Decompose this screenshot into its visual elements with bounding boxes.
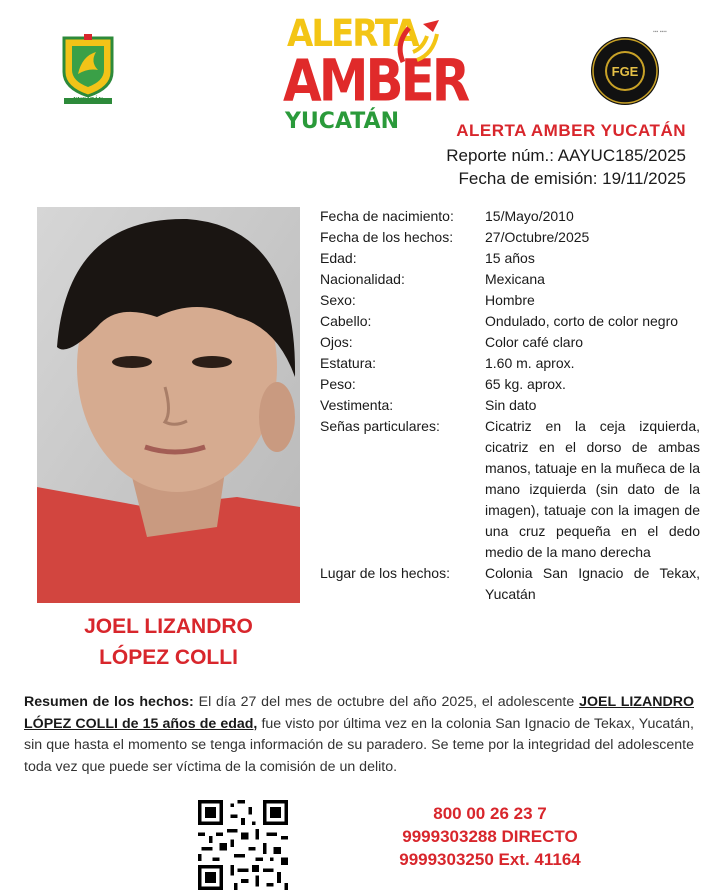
summary-text-after: fue visto por última vez en la colonia San Ignacio de Tekax, Yucatán, sin que hasta el momento se tenga información de su paradero. Se teme por la integridad del adolescente toda vez que puede ser víctima de la comisión de un delito. [24,715,694,775]
qr-code[interactable] [198,800,288,890]
alerta-amber-logo [283,12,468,134]
detail-value: 27/Octubre/2025 [485,229,590,245]
summary-name-age: JOEL LIZANDRO LÓPEZ COLLI de 15 años de edad, [24,694,694,732]
summary-paragraph [24,692,694,778]
detail-label: Lugar de los hechos: [320,565,450,581]
amber-logo-alerta: ALERTA [287,12,418,56]
phone-extension[interactable]: 9999303250 Ext. 41164 [399,850,581,869]
detail-row [320,248,700,269]
detail-label: Edad: [320,250,357,266]
amber-logo-amber: AMBER [283,47,468,115]
detail-row [320,227,700,248]
person-name-first: JOEL LIZANDRO [84,615,253,638]
detail-label: Fecha de nacimiento: [320,208,454,224]
detail-value: Sin dato [485,397,537,413]
detail-row [320,563,700,605]
yucatan-government-logo [58,34,118,106]
gov-logo-text: YUCATÁN [73,97,103,103]
detail-row [320,416,700,563]
phone-tollfree[interactable]: 800 00 26 23 7 [433,804,547,823]
detail-row [320,269,700,290]
person-name-last: LÓPEZ COLLI [99,646,238,669]
fge-text: FGE [611,64,639,79]
detail-value: Mexicana [485,271,545,287]
detail-row [320,311,700,332]
detail-row [320,395,700,416]
detail-value: 15 años [485,250,535,266]
detail-value: 1.60 m. aprox. [485,355,575,371]
detail-value: Cicatriz en la ceja izquierda, cicatriz en el dorso de ambas manos, tatuaje en la muñeca de la mano izquierda (sin dato de la imagen), tatuaje con la imagen de una cruz pequeña en el dedo medio de la mano derecha [485,418,700,560]
detail-label: Ojos: [320,334,353,350]
details-table [320,206,700,605]
tiny-mark: ▪▪▪ ▪▪▪▪ [653,29,667,35]
detail-row [320,206,700,227]
detail-label: Nacionalidad: [320,271,405,287]
detail-row [320,290,700,311]
fge-logo [590,36,660,106]
detail-value: 15/Mayo/2010 [485,208,574,224]
signal-waves-icon [393,18,441,66]
detail-value: Ondulado, corto de color negro [485,313,679,329]
report-number: Reporte núm.: AAYUC185/2025 [446,146,686,165]
detail-label: Peso: [320,376,356,392]
detail-label: Sexo: [320,292,356,308]
detail-value: Hombre [485,292,535,308]
detail-value: Color café claro [485,334,584,350]
detail-label: Estatura: [320,355,377,371]
detail-value: 65 kg. aprox. [485,376,566,392]
detail-value: Colonia San Ignacio de Tekax, Yucatán [485,565,700,602]
detail-label: Fecha de los hechos: [320,229,454,245]
contact-phones [355,802,625,871]
alert-title: ALERTA AMBER YUCATÁN [456,121,686,140]
issue-date: Fecha de emisión: 19/11/2025 [458,169,686,188]
detail-label: Cabello: [320,313,372,329]
missing-person-photo [37,207,300,603]
detail-label: Señas particulares: [320,418,440,434]
amber-logo-yucatan: YUCATÁN [285,109,399,134]
detail-row [320,332,700,353]
detail-row [320,374,700,395]
phone-direct[interactable]: 9999303288 DIRECTO [402,827,578,846]
detail-row [320,353,700,374]
summary-text-before: El día 27 del mes de octubre del año 2025, el adolescente [193,694,580,710]
summary-label: Resumen de los hechos: [24,694,194,710]
detail-label: Vestimenta: [320,397,394,413]
